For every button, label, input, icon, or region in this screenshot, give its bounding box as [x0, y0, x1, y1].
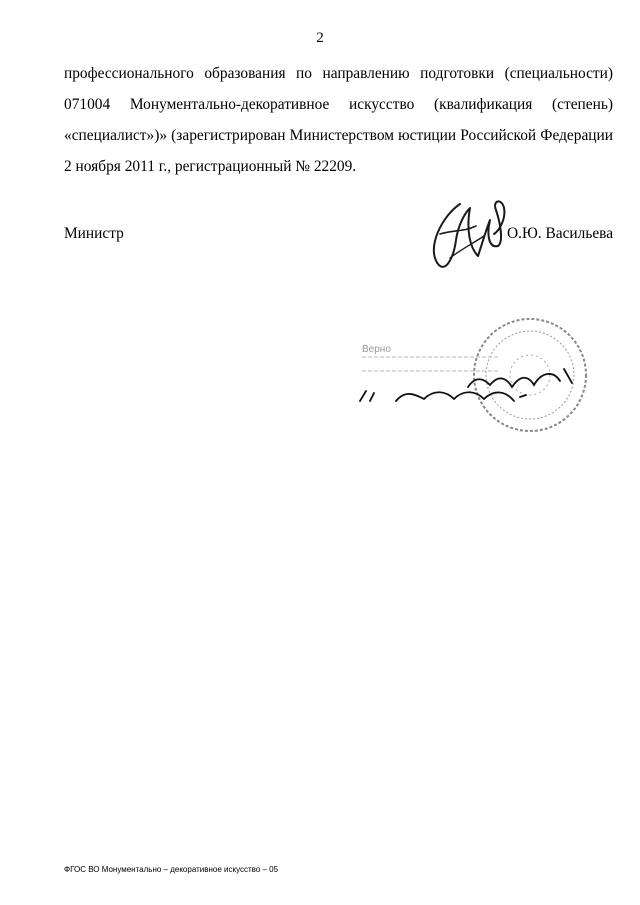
body-text [64, 58, 613, 182]
certification-stamp [350, 305, 590, 450]
body-line: 071004 Монументально-декоративное искусство (квалификация (степень) [64, 96, 613, 113]
body-line: 2 ноября 2011 г., регистрационный № 22209. [64, 158, 357, 175]
page-number: 2 [316, 30, 324, 46]
footer-text: ФГОС ВО Монументально – декоративное искусство – 05 [64, 865, 279, 874]
stamp-caption: Верно [362, 344, 391, 355]
minister-name: О.Ю. Васильева [507, 225, 614, 242]
body-line: профессионального образования по направлению подготовки (специальности) [64, 65, 613, 82]
handwritten-signature [420, 186, 520, 286]
body-line: «специалист»)» (зарегистрирован Министерством юстиции Российской Федерации [64, 127, 613, 144]
minister-title: Министр [64, 225, 124, 242]
